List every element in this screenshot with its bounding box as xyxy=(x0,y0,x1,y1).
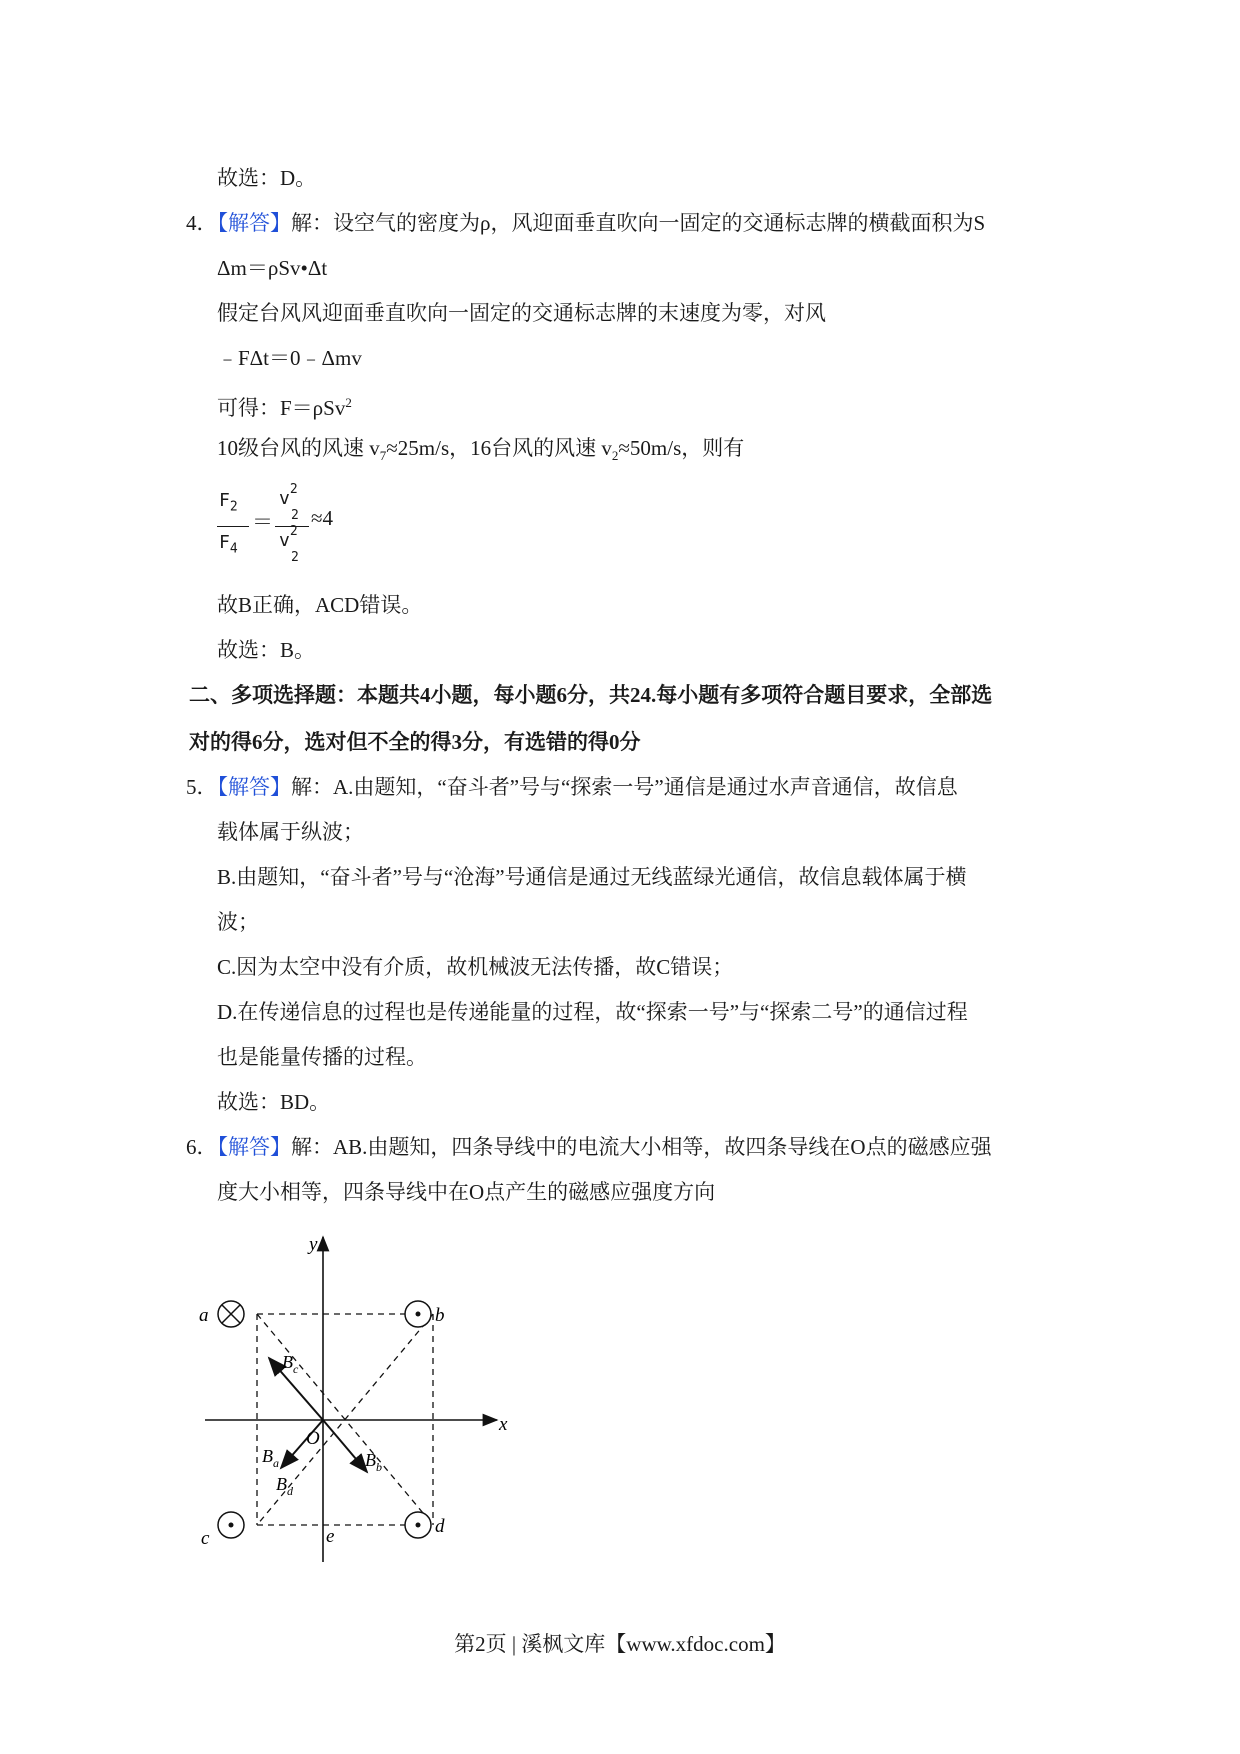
numerator-right: $v^2$ xyxy=(279,482,298,509)
question-number: 4． xyxy=(186,211,218,235)
formula-line xyxy=(217,388,352,423)
question-4 xyxy=(186,208,985,238)
equals-sign: ＝ xyxy=(252,510,273,534)
text-part: ≈25m/s，16台风的风速 v xyxy=(386,436,612,460)
numerator-right-sub: 2 xyxy=(291,508,299,523)
text-line: 假定台风风迎面垂直吹向一固定的交通标志牌的末速度为零，对风 xyxy=(217,301,826,325)
wire-b-out-of-page xyxy=(405,1301,431,1327)
label-d: d xyxy=(435,1516,445,1537)
text-line: 故B正确，ACD错误。 xyxy=(217,593,423,617)
text-line: D.在传递信息的过程也是传递能量的过程，故“探索一号”与“探索二号”的通信过程 xyxy=(217,1000,968,1024)
question-text: 解：A.由题知，“奋斗者”号与“探索一号”通信是通过水声音通信，故信息 xyxy=(291,775,958,799)
answer-tag: 【解答】 xyxy=(217,775,291,799)
formula-line: Δm＝ρSv•Δt xyxy=(217,256,328,280)
wire-c-out-of-page xyxy=(218,1512,244,1538)
text-line: 波； xyxy=(217,910,259,934)
text-line: 度大小相等，四条导线中在O点产生的磁感应强度方向 xyxy=(217,1180,716,1204)
vector-Bb xyxy=(323,1420,367,1472)
text-line: B.由题知，“奋斗者”号与“沧海”号通信是通过无线蓝绿光通信，故信息载体属于横 xyxy=(217,865,967,889)
denominator-right-sub: 2 xyxy=(291,550,299,565)
wire-d-out-of-page xyxy=(405,1512,431,1538)
label-e: e xyxy=(326,1526,335,1547)
answer-line: 故选：B。 xyxy=(217,638,316,662)
magnetic-field-diagram xyxy=(199,1232,565,1572)
text-line xyxy=(217,433,744,471)
numerator-left: $F_2$ xyxy=(219,490,238,515)
approx-result: ≈4 xyxy=(311,506,334,530)
ratio-formula xyxy=(217,482,417,572)
formula-line: ﹣FΔt＝0﹣Δmv xyxy=(217,346,362,370)
section-heading: 二、多项选择题：本题共4小题，每小题6分，共24.每小题有多项符合题目要求，全部选 xyxy=(189,683,993,707)
formula-exponent: 2 xyxy=(345,395,352,410)
label-Bb: $B_b$ xyxy=(365,1450,382,1474)
answer-line: 故选：BD。 xyxy=(217,1090,331,1114)
answer-line: 故选：D。 xyxy=(217,166,317,190)
question-6 xyxy=(186,1132,992,1162)
label-x: x xyxy=(499,1414,508,1435)
question-number: 5． xyxy=(186,775,218,799)
denominator-right: $v^2$ xyxy=(279,524,298,551)
label-b: b xyxy=(435,1305,445,1326)
label-Bc: $B_c$ xyxy=(282,1352,299,1376)
wire-a-into-page xyxy=(218,1301,244,1327)
text-line: C.因为太空中没有介质，故机械波无法传播，故C错误； xyxy=(217,955,734,979)
formula-text: 可得：F＝ρSv xyxy=(217,396,346,420)
fraction-bar xyxy=(217,526,249,527)
question-text: 解：AB.由题知，四条导线中的电流大小相等，故四条导线在O点的磁感应强 xyxy=(291,1135,992,1159)
question-text: 解：设空气的密度为ρ，风迎面垂直吹向一固定的交通标志牌的横截面积为S xyxy=(291,211,986,235)
label-y: y xyxy=(309,1234,318,1255)
label-Ba: $B_a$ xyxy=(262,1446,279,1470)
text-part: ≈50m/s，则有 xyxy=(618,436,745,460)
label-a: a xyxy=(199,1305,209,1326)
answer-tag: 【解答】 xyxy=(217,1135,291,1159)
text-line: 载体属于纵波； xyxy=(217,820,364,844)
subscript: 2 xyxy=(611,448,619,464)
text-part: 10级台风的风速 v xyxy=(217,436,380,460)
label-origin: O xyxy=(306,1428,320,1449)
question-number: 6． xyxy=(186,1135,218,1159)
label-c: c xyxy=(201,1528,210,1549)
section-heading: 对的得6分，选对但不全的得3分，有选错的得0分 xyxy=(189,730,641,754)
label-Bd: $B_d$ xyxy=(276,1474,293,1498)
denominator-left: $F_4$ xyxy=(219,532,238,557)
question-5 xyxy=(186,772,958,802)
subscript: 7 xyxy=(379,448,387,464)
page-footer: 第2页 | 溪枫文库【www.xfdoc.com】 xyxy=(454,1632,786,1656)
answer-tag: 【解答】 xyxy=(217,211,291,235)
text-line: 也是能量传播的过程。 xyxy=(217,1045,427,1069)
